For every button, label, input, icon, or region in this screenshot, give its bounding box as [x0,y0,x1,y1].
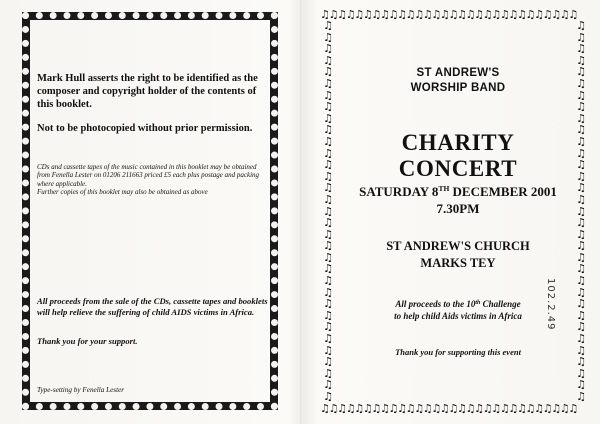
beamed-eighth-notes-icon: ♫ [323,53,333,67]
further-copies-text: Further copies of this booklet may also be obtained as above [37,188,208,197]
beamed-eighth-notes-icon: ♫ [414,9,423,21]
beamed-eighth-notes-icon: ♫ [323,181,333,195]
beamed-eighth-notes-icon: ♫ [323,355,333,369]
cds-info-text: CDs and cassette tapes of the music contained in this booklet may be obtained from Fenella Lester on 01206 211663 priced £5 each plus postage and packing where applicable. [37,163,260,188]
right-thanks: Thank you for supporting this event [395,347,521,357]
beamed-eighth-notes-icon: ♫ [576,88,586,102]
beamed-eighth-notes-icon: ♫ [542,403,552,415]
beamed-eighth-notes-icon: ♫ [576,42,586,56]
beamed-eighth-notes-icon: ♫ [542,9,552,21]
beamed-eighth-notes-icon: ♫ [576,158,586,172]
beamed-eighth-notes-icon: ♫ [362,403,372,415]
beamed-eighth-notes-icon: ♫ [345,9,355,21]
beamed-eighth-notes-icon: ♫ [388,403,398,415]
concert-date [340,180,576,217]
proceeds-prefix: All proceeds to the 10 [395,299,476,309]
concert-title: CHARITY CONCERT [398,130,518,181]
beamed-eighth-notes-icon: ♫ [379,9,389,21]
beamed-eighth-notes-icon: ♫ [431,403,440,415]
beamed-eighth-notes-icon: ♫ [534,403,543,415]
venue [340,238,576,272]
beamed-eighth-notes-icon: ♫ [457,403,466,415]
beamed-eighth-notes-icon: ♫ [323,88,333,102]
beamed-eighth-notes-icon: ♫ [323,320,333,334]
concert-time: 7.30PM [436,201,480,216]
beamed-eighth-notes-icon: ♫ [337,403,346,415]
beamed-eighth-notes-icon: ♫ [576,239,586,253]
beamed-eighth-notes-icon: ♫ [474,403,483,415]
beamed-eighth-notes-icon: ♫ [559,403,569,415]
beamed-eighth-notes-icon: ♫ [388,9,398,21]
beamed-eighth-notes-icon: ♫ [323,390,333,403]
beamed-eighth-notes-icon: ♫ [323,308,333,322]
beamed-eighth-notes-icon: ♫ [576,100,586,114]
handwritten-note: 102.2.49 [545,278,556,331]
music-note-border-left [322,20,334,404]
date-suffix: TH [438,184,450,193]
beamed-eighth-notes-icon: ♫ [414,403,423,415]
beamed-eighth-notes-icon: ♫ [323,378,333,392]
venue-line2: MARKS TEY [420,256,496,270]
cds-info [37,163,269,197]
beamed-eighth-notes-icon: ♫ [551,403,560,415]
beamed-eighth-notes-icon: ♫ [482,9,492,21]
beamed-eighth-notes-icon: ♫ [457,9,466,21]
beamed-eighth-notes-icon: ♫ [491,403,500,415]
beamed-eighth-notes-icon: ♫ [439,9,449,21]
copyright-statement: Mark Hull asserts the right to be identified as the composer and copyright holder of the contents of this booklet. [37,73,258,110]
beamed-eighth-notes-icon: ♫ [323,227,333,241]
beamed-eighth-notes-icon: ♫ [323,297,333,311]
beamed-eighth-notes-icon: ♫ [525,9,535,21]
beamed-eighth-notes-icon: ♫ [559,9,569,21]
band-name-line1: ST ANDREW'S [416,67,500,79]
band-name-line2: WORSHIP BAND [410,82,506,94]
beamed-eighth-notes-icon: ♫ [568,9,577,21]
beamed-eighth-notes-icon: ♫ [362,9,372,21]
beamed-eighth-notes-icon: ♫ [323,100,333,114]
beamed-eighth-notes-icon: ♫ [508,403,517,415]
beamed-eighth-notes-icon: ♫ [568,403,577,415]
beamed-eighth-notes-icon: ♫ [328,403,338,415]
beamed-eighth-notes-icon: ♫ [379,403,389,415]
beamed-eighth-notes-icon: ♫ [345,403,355,415]
left-proceeds-statement: All proceeds from the sale of the CDs, cassette tapes and booklets will help relieve the suffering of child AIDS victims in Africa. [37,296,268,317]
beamed-eighth-notes-icon: ♫ [576,332,586,346]
music-note-border-bottom [320,403,588,415]
beamed-eighth-notes-icon: ♫ [576,320,586,334]
beamed-eighth-notes-icon: ♫ [576,216,586,230]
beamed-eighth-notes-icon: ♫ [422,403,432,415]
beamed-eighth-notes-icon: ♫ [397,9,406,21]
beamed-eighth-notes-icon: ♫ [323,343,333,357]
beamed-eighth-notes-icon: ♫ [439,403,449,415]
beamed-eighth-notes-icon: ♫ [448,9,457,21]
beamed-eighth-notes-icon: ♫ [534,9,543,21]
beamed-eighth-notes-icon: ♫ [323,239,333,253]
beamed-eighth-notes-icon: ♫ [320,9,329,21]
left-panel [37,28,268,398]
beamed-eighth-notes-icon: ♫ [337,9,346,21]
beamed-eighth-notes-icon: ♫ [482,403,492,415]
beamed-eighth-notes-icon: ♫ [323,332,333,346]
beamed-eighth-notes-icon: ♫ [323,285,333,299]
beamed-eighth-notes-icon: ♫ [576,192,586,206]
date-line [340,180,576,200]
beamed-eighth-notes-icon: ♫ [323,123,333,137]
beamed-eighth-notes-icon: ♫ [576,30,586,44]
beamed-eighth-notes-icon: ♫ [323,111,333,125]
beamed-eighth-notes-icon: ♫ [323,216,333,230]
proceeds-rest: Challenge [480,299,521,309]
beamed-eighth-notes-icon: ♫ [371,9,380,21]
typesetting-credit: Type-setting by Fenella Lester [37,386,125,394]
beamed-eighth-notes-icon: ♫ [354,9,363,21]
beamed-eighth-notes-icon: ♫ [371,403,380,415]
beamed-eighth-notes-icon: ♫ [576,181,586,195]
beamed-eighth-notes-icon: ♫ [576,169,586,183]
beamed-eighth-notes-icon: ♫ [576,146,586,160]
beamed-eighth-notes-icon: ♫ [576,134,586,148]
beamed-eighth-notes-icon: ♫ [323,42,333,56]
beamed-eighth-notes-icon: ♫ [323,158,333,172]
date-rest: DECEMBER 2001 [449,184,557,199]
venue-line1: ST ANDREW'S CHURCH [386,239,530,253]
beamed-eighth-notes-icon: ♫ [323,134,333,148]
beamed-eighth-notes-icon: ♫ [323,192,333,206]
right-proceeds-statement [340,298,576,322]
beamed-eighth-notes-icon: ♫ [508,9,517,21]
beamed-eighth-notes-icon: ♫ [576,274,586,288]
beamed-eighth-notes-icon: ♫ [422,9,432,21]
proceeds-suffix: th [475,300,481,306]
left-thanks: Thank you for your support. [37,336,138,346]
beamed-eighth-notes-icon: ♫ [576,285,586,299]
beamed-eighth-notes-icon: ♫ [405,403,415,415]
proceeds-line1 [340,298,576,311]
beamed-eighth-notes-icon: ♫ [576,53,586,67]
beamed-eighth-notes-icon: ♫ [397,403,406,415]
beamed-eighth-notes-icon: ♫ [576,366,586,380]
proceeds-line2: to help child Aids victims in Africa [394,310,522,321]
beamed-eighth-notes-icon: ♫ [576,20,586,32]
beamed-eighth-notes-icon: ♫ [465,403,475,415]
beamed-eighth-notes-icon: ♫ [576,123,586,137]
beamed-eighth-notes-icon: ♫ [576,355,586,369]
beamed-eighth-notes-icon: ♫ [320,403,329,415]
beamed-eighth-notes-icon: ♫ [405,9,415,21]
beamed-eighth-notes-icon: ♫ [576,111,586,125]
beamed-eighth-notes-icon: ♫ [516,9,526,21]
beamed-eighth-notes-icon: ♫ [576,227,586,241]
beamed-eighth-notes-icon: ♫ [328,9,338,21]
beamed-eighth-notes-icon: ♫ [323,366,333,380]
beamed-eighth-notes-icon: ♫ [465,9,475,21]
beamed-eighth-notes-icon: ♫ [323,262,333,276]
beamed-eighth-notes-icon: ♫ [431,9,440,21]
beamed-eighth-notes-icon: ♫ [491,9,500,21]
beamed-eighth-notes-icon: ♫ [323,65,333,79]
beamed-eighth-notes-icon: ♫ [576,297,586,311]
beamed-eighth-notes-icon: ♫ [576,250,586,264]
beamed-eighth-notes-icon: ♫ [323,30,333,44]
beamed-eighth-notes-icon: ♫ [354,403,363,415]
beamed-eighth-notes-icon: ♫ [576,262,586,276]
beamed-eighth-notes-icon: ♫ [323,169,333,183]
beamed-eighth-notes-icon: ♫ [516,403,526,415]
beamed-eighth-notes-icon: ♫ [576,390,586,403]
beamed-eighth-notes-icon: ♫ [323,76,333,90]
beamed-eighth-notes-icon: ♫ [499,9,509,21]
beamed-eighth-notes-icon: ♫ [323,20,333,32]
beamed-eighth-notes-icon: ♫ [525,403,535,415]
beamed-eighth-notes-icon: ♫ [323,204,333,218]
date-prefix: SATURDAY 8 [359,184,439,199]
beamed-eighth-notes-icon: ♫ [323,146,333,160]
beamed-eighth-notes-icon: ♫ [576,308,586,322]
no-photocopy-notice: Not to be photocopied without prior permission. [37,123,253,134]
beamed-eighth-notes-icon: ♫ [576,343,586,357]
music-note-border-top [320,9,588,21]
beamed-eighth-notes-icon: ♫ [323,274,333,288]
beamed-eighth-notes-icon: ♫ [576,76,586,90]
beamed-eighth-notes-icon: ♫ [499,403,509,415]
beamed-eighth-notes-icon: ♫ [576,65,586,79]
band-name [340,66,576,96]
beamed-eighth-notes-icon: ♫ [323,250,333,264]
center-fold [300,0,302,424]
beamed-eighth-notes-icon: ♫ [474,9,483,21]
music-note-border-right [575,20,587,404]
beamed-eighth-notes-icon: ♫ [576,378,586,392]
beamed-eighth-notes-icon: ♫ [448,403,457,415]
beamed-eighth-notes-icon: ♫ [576,204,586,218]
beamed-eighth-notes-icon: ♫ [551,9,560,21]
